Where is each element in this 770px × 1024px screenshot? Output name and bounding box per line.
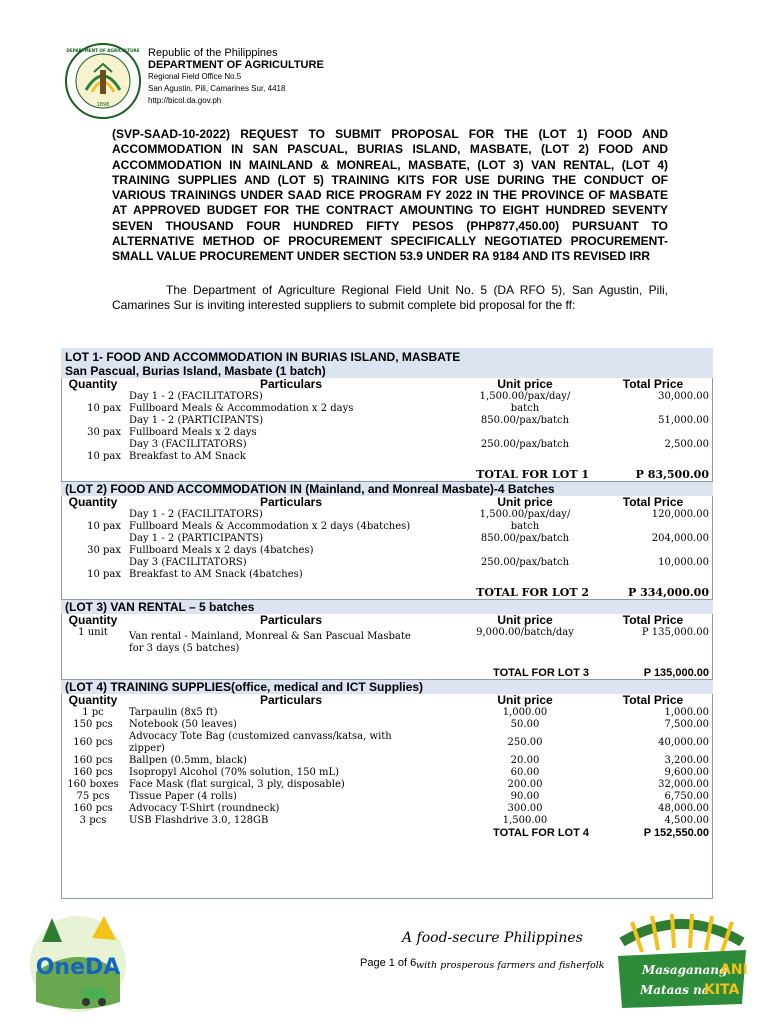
table-cell: P 135,000.00 bbox=[643, 667, 709, 679]
table-cell: 120,000.00 bbox=[651, 509, 709, 520]
table-cell: Day 1 - 2 (FACILITATORS) Fullboard Meals & Accommodation x 2 days (4batches) bbox=[129, 509, 411, 532]
table-cell: 160 pcs bbox=[73, 803, 113, 814]
lot2-total-row bbox=[61, 581, 713, 600]
table-cell: 7,500.00 bbox=[664, 719, 709, 730]
table-cell: Particulars bbox=[259, 613, 323, 627]
lot2-column-header bbox=[61, 496, 713, 509]
table-cell: Ballpen (0.5mm, black) bbox=[129, 755, 247, 766]
table-cell bbox=[125, 827, 457, 839]
table-cell: 60.00 bbox=[510, 767, 540, 778]
table-cell: Isopropyl Alcohol (70% solution, 150 mL) bbox=[129, 767, 340, 778]
table-cell: Unit price bbox=[497, 613, 553, 627]
table-cell: TOTAL FOR LOT 4 bbox=[493, 827, 589, 839]
table-cell bbox=[125, 655, 457, 680]
table-cell: 160 boxes bbox=[67, 779, 119, 790]
table-cell: 51,000.00 bbox=[658, 415, 709, 426]
table-cell: Quantity bbox=[68, 495, 118, 509]
table-cell: Unit price bbox=[497, 495, 553, 509]
address-line: San Agustin, Pili, Camarines Sur, 4418 bbox=[148, 84, 286, 93]
table-cell: 200.00 bbox=[507, 779, 543, 790]
table-cell: Van rental - Mainland, Monreal & San Pascual Masbate for 3 days (5 batches) bbox=[129, 631, 411, 654]
table-cell: 250.00/pax/batch bbox=[480, 557, 570, 568]
table-cell: Tissue Paper (4 rolls) bbox=[129, 791, 237, 802]
table-row bbox=[61, 533, 713, 557]
office-line: Regional Field Office No.5 bbox=[148, 72, 242, 81]
table-cell: 1 unit bbox=[78, 627, 108, 638]
table-cell: Particulars bbox=[259, 693, 323, 707]
table-cell: 30,000.00 bbox=[658, 391, 709, 402]
lot1-heading: LOT 1- FOOD AND ACCOMMODATION IN BURIAS ISLAND, MASBATE bbox=[61, 348, 713, 364]
table-row bbox=[61, 627, 713, 655]
table-row bbox=[61, 731, 713, 755]
lot1-column-header bbox=[61, 378, 713, 391]
table-cell: 1,000.00 bbox=[664, 707, 709, 718]
table-cell: Day 1 - 2 (PARTICIPANTS) Fullboard Meals x 2 days bbox=[129, 415, 264, 438]
letterhead bbox=[148, 47, 324, 107]
table-cell: Particulars bbox=[259, 495, 323, 509]
website-line: http://bicol.da.gov.ph bbox=[148, 96, 222, 105]
republic-line: Republic of the Philippines bbox=[148, 47, 278, 59]
table-cell: 850.00/pax/batch bbox=[480, 533, 570, 544]
table-cell bbox=[61, 827, 125, 839]
table-cell: Unit price bbox=[497, 693, 553, 707]
table-cell: 4,500.00 bbox=[664, 815, 709, 826]
table-cell: 1,500.00/pax/day/ batch bbox=[479, 391, 571, 414]
table-cell: 160 pcs bbox=[73, 767, 113, 778]
table-cell: 300.00 bbox=[507, 803, 543, 814]
svg-text:DEPARTMENT OF AGRICULTURE: DEPARTMENT OF AGRICULTURE bbox=[66, 48, 140, 53]
table-cell: Unit price bbox=[497, 377, 553, 391]
table-cell: 160 pcs bbox=[73, 737, 113, 748]
svg-text:OneDA: OneDA bbox=[35, 955, 121, 980]
table-row bbox=[61, 803, 713, 815]
table-cell: TOTAL FOR LOT 3 bbox=[493, 667, 589, 679]
table-row bbox=[61, 779, 713, 791]
table-cell: 90.00 bbox=[510, 791, 540, 802]
table-cell: 9,600.00 bbox=[664, 767, 709, 778]
table-cell: 20.00 bbox=[510, 755, 540, 766]
table-cell bbox=[61, 655, 125, 680]
table-cell: Quantity bbox=[68, 613, 118, 627]
table-cell: TOTAL FOR LOT 1 bbox=[476, 468, 589, 481]
table-row bbox=[61, 509, 713, 533]
slogan: A food-secure Philippines bbox=[402, 930, 583, 946]
lots-table bbox=[61, 348, 713, 839]
table-row bbox=[61, 815, 713, 827]
lot1-total-row bbox=[61, 463, 713, 482]
table-row bbox=[61, 719, 713, 731]
lot4-heading: (LOT 4) TRAINING SUPPLIES(office, medical and ICT Supplies) bbox=[61, 680, 713, 695]
svg-text:KITA: KITA bbox=[704, 982, 740, 998]
table-cell: Notebook (50 leaves) bbox=[129, 719, 237, 730]
oneda-logo bbox=[22, 912, 134, 1016]
table-cell: 32,000.00 bbox=[658, 779, 709, 790]
table-cell: Day 3 (FACILITATORS) Breakfast to AM Snack (4batches) bbox=[129, 557, 303, 580]
lot3-heading: (LOT 3) VAN RENTAL – 5 batches bbox=[61, 600, 713, 615]
table-cell: Particulars bbox=[259, 377, 323, 391]
table-cell: 9,000.00/batch/day bbox=[476, 627, 574, 638]
table-cell: P 135,000.00 bbox=[641, 627, 709, 638]
table-cell: 48,000.00 bbox=[658, 803, 709, 814]
table-row bbox=[61, 391, 713, 415]
intro-paragraph: The Department of Agriculture Regional Field Unit No. 5 (DA RFO 5), San Agustin, Pili, Camarines Sur is inviting interested suppliers to submit complete bid proposal for the ff: bbox=[112, 283, 668, 312]
table-cell bbox=[61, 463, 125, 482]
table-row bbox=[61, 348, 713, 364]
table-cell: Advocacy T-Shirt (roundneck) bbox=[129, 803, 280, 814]
lot3-total-row bbox=[61, 655, 713, 680]
table-cell: Advocacy Tote Bag (customized canvass/katsa, with zipper) bbox=[129, 731, 392, 754]
table-cell: 30 pax bbox=[87, 427, 121, 438]
table-cell: 50.00 bbox=[510, 719, 540, 730]
table-cell: 40,000.00 bbox=[658, 737, 709, 748]
table-cell: P 83,500.00 bbox=[635, 468, 709, 481]
table-cell: Total Price bbox=[622, 693, 684, 707]
table-cell: USB Flashdrive 3.0, 128GB bbox=[129, 815, 269, 826]
table-cell: 1,000.00 bbox=[502, 707, 548, 718]
table-cell: Day 1 - 2 (PARTICIPANTS) Fullboard Meals x 2 days (4batches) bbox=[129, 533, 314, 556]
table-cell: 10 pax bbox=[87, 403, 121, 414]
table-row bbox=[61, 364, 713, 378]
table-cell: P 334,000.00 bbox=[628, 586, 709, 599]
table-row bbox=[61, 755, 713, 767]
table-cell: 204,000.00 bbox=[651, 533, 709, 544]
table-cell: Day 3 (FACILITATORS) Breakfast to AM Snack bbox=[129, 439, 247, 462]
svg-text:ANI: ANI bbox=[720, 962, 748, 978]
table-cell: Quantity bbox=[68, 377, 118, 391]
svg-text:Masaganang: Masaganang bbox=[642, 963, 728, 977]
table-cell: 250.00/pax/batch bbox=[480, 439, 570, 450]
table-row bbox=[61, 707, 713, 719]
table-cell: 3,200.00 bbox=[664, 755, 709, 766]
lot3-column-header bbox=[61, 614, 713, 627]
table-cell: 10 pax bbox=[87, 569, 121, 580]
table-row bbox=[61, 415, 713, 439]
table-cell: 6,750.00 bbox=[664, 791, 709, 802]
table-cell: 1 pc bbox=[82, 707, 104, 718]
table-row bbox=[61, 482, 713, 497]
table-cell: 850.00/pax/batch bbox=[480, 415, 570, 426]
slogan-subtitle: with prosperous farmers and fisherfolk bbox=[416, 960, 605, 971]
table-cell: P 152,550.00 bbox=[643, 827, 709, 839]
svg-text:Mataas na: Mataas na bbox=[640, 983, 710, 997]
table-cell: 150 pcs bbox=[73, 719, 113, 730]
table-cell: 10 pax bbox=[87, 521, 121, 532]
table-cell: Total Price bbox=[622, 377, 684, 391]
table-cell: Day 1 - 2 (FACILITATORS) Fullboard Meals & Accommodation x 2 days bbox=[129, 391, 354, 414]
da-seal-logo bbox=[64, 42, 142, 120]
table-cell bbox=[125, 463, 457, 482]
lot1-subheading: San Pascual, Burias Island, Masbate (1 batch) bbox=[61, 364, 713, 378]
table-cell: 1,500.00/pax/day/ batch bbox=[479, 509, 571, 532]
lot4-column-header bbox=[61, 694, 713, 707]
table-cell: 250.00 bbox=[507, 737, 543, 748]
table-cell: 10,000.00 bbox=[658, 557, 709, 568]
masaganang-ani-logo bbox=[612, 912, 752, 1012]
table-cell: TOTAL FOR LOT 2 bbox=[476, 586, 589, 599]
table-cell: 10 pax bbox=[87, 451, 121, 462]
table-row bbox=[61, 791, 713, 803]
table-row bbox=[61, 600, 713, 615]
table-cell bbox=[61, 581, 125, 600]
lot2-heading: (LOT 2) FOOD AND ACCOMMODATION IN (Mainland, and Monreal Masbate)-4 Batches bbox=[61, 482, 713, 497]
table-cell: 3 pcs bbox=[79, 815, 107, 826]
table-row bbox=[61, 767, 713, 779]
table-cell: Quantity bbox=[68, 693, 118, 707]
svg-text:1898: 1898 bbox=[96, 102, 110, 108]
table-cell: 75 pcs bbox=[76, 791, 110, 802]
table-cell bbox=[125, 581, 457, 600]
table-cell: Total Price bbox=[622, 613, 684, 627]
table-cell: 160 pcs bbox=[73, 755, 113, 766]
table-row bbox=[61, 439, 713, 463]
table-cell: Face Mask (flat surgical, 3 ply, disposable) bbox=[129, 779, 345, 790]
table-cell: 30 pax bbox=[87, 545, 121, 556]
page-number: Page 1 of 6 bbox=[360, 957, 417, 969]
table-row bbox=[61, 557, 713, 581]
table-cell: 1,500.00 bbox=[502, 815, 548, 826]
department-line: DEPARTMENT OF AGRICULTURE bbox=[148, 59, 324, 71]
table-cell: 2,500.00 bbox=[664, 439, 709, 450]
document-title: (SVP-SAAD-10-2022) REQUEST TO SUBMIT PROPOSAL FOR THE (LOT 1) FOOD AND ACCOMMODATION IN SAN PASCUAL, BURIAS ISLAND, MASBATE, (LOT 2) FOOD AND ACCOMMODATION IN MAINLAND & MONREAL, MASBATE, (LOT 3) VAN RENTAL, (LOT 4) TRAINING SUPPLIES AND (LOT 5) TRAINING KITS FOR USE DURING THE CONDUCT OF VARIOUS TRAININGS UNDER SAAD RICE PROGRAM FY 2022 IN THE PROVINCE OF MASBATE AT APPROVED BUDGET FOR THE CONTRACT AMOUNTING TO EIGHT HUNDRED SEVENTY SEVEN THOUSAND FOUR HUNDRED FIFTY PESOS (PHP877,450.00) PURSUANT TO ALTERNATIVE METHOD OF PROCUREMENT SPECIFICALLY NEGOTIATED PROCUREMENT-SMALL VALUE PROCUREMENT UNDER SECTION 53.9 UNDER RA 9184 AND ITS REVISED IRR bbox=[112, 127, 668, 264]
table-row bbox=[61, 680, 713, 695]
table-cell: Tarpaulin (8x5 ft) bbox=[129, 707, 218, 718]
lot4-total-row bbox=[61, 827, 713, 839]
table-cell: Total Price bbox=[622, 495, 684, 509]
